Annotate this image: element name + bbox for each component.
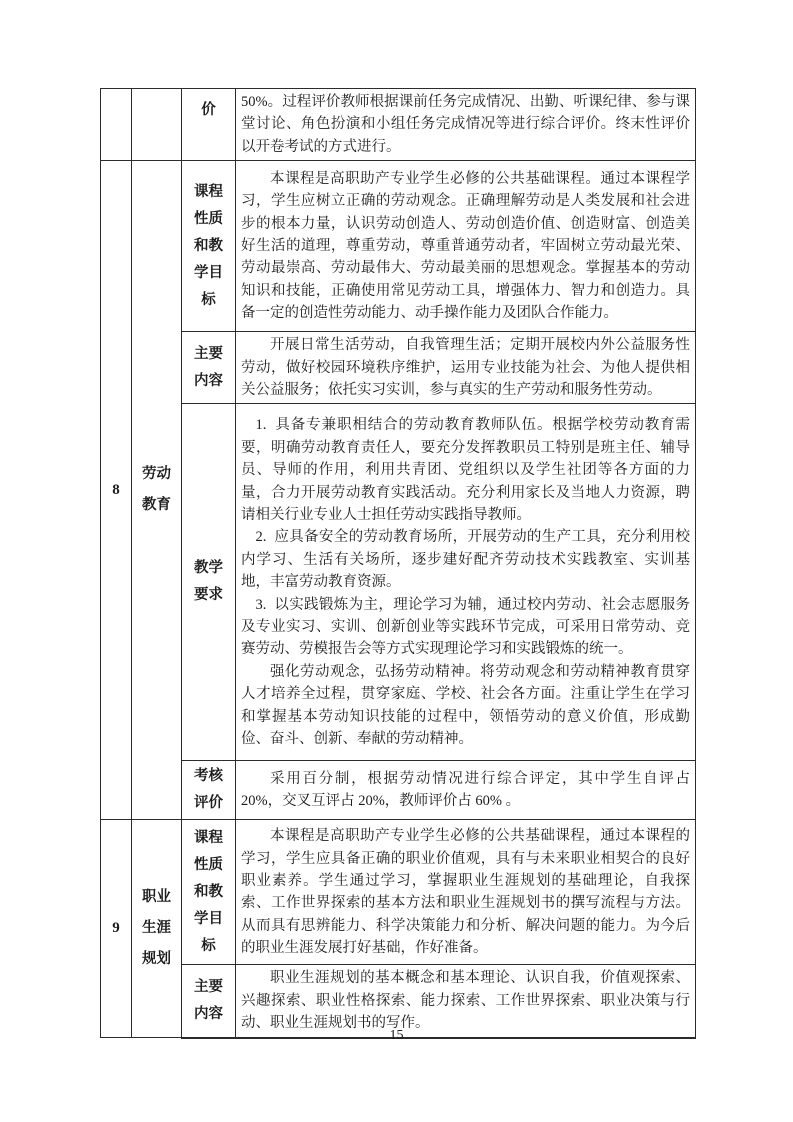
table-row — [101, 820, 696, 965]
paragraph: 职业生涯规划的基本概念和基本理论、认识自我，价值观探索、兴趣探索、职业性格探索、能力探索、工作世界探索、职业决策与行动、职业生涯规划书的写作。 — [241, 970, 690, 1032]
row-label: 教学要求 — [182, 404, 236, 761]
paragraph: 50%。过程评价教师根据课前任务完成情况、出勤、听课纪律、参与课堂讨论、角色扮演和小组任务完成情况等进行综合评价。终末性评价以开卷考试的方式进行。 — [241, 94, 690, 155]
row-label: 考核评价 — [182, 761, 236, 820]
row-content — [236, 89, 696, 161]
paragraph: 开展日常生活劳动，自我管理生活；定期开展校内外公益服务性劳动，做好校园环境秩序维护，运用专业技能为社会、为他人提供相关公益服务；依托实习实训，参与真实的生产劳动和服务性劳动。 — [241, 337, 690, 399]
row-content — [236, 161, 696, 332]
paragraph: 3. 以实践锻炼为主，理论学习为辅，通过校内劳动、社会志愿服务及专业实习、实训、创新创业等实践环节完成，可采用日常劳动、竞赛劳动、劳模报告会等方式实现理论学习和实践锻炼的统一。 — [241, 596, 690, 658]
row-content — [236, 332, 696, 404]
section-number-cell-empty — [101, 89, 132, 161]
paragraph: 强化劳动观念，弘扬劳动精神。将劳动观念和劳动精神教育贯穿人才培养全过程，贯穿家庭、学校、社会各方面。注重让学生在学习和掌握基本劳动知识技能的过程中，领悟劳动的意义价值，形成勤俭、奋斗、创新、奉献的劳动精神。 — [241, 663, 690, 748]
row-label: 价 — [182, 89, 236, 161]
row-label: 课程性质和教学目标 — [182, 161, 236, 332]
row-content — [236, 820, 696, 965]
paragraph: 1. 具备专兼职相结合的劳动教育教师队伍。根据学校劳动教育需要，明确劳动教育责任人，要充分发挥教职员工特别是班主任、辅导员、导师的作用，利用共青团、党组织以及学生社团等各方面的力量，合力开展劳动教育实践活动。充分利用家长及当地人力资源，聘请相关行业专业人士担任劳动实践指导教师。 — [241, 417, 690, 524]
row-content — [236, 965, 696, 1038]
table-row — [101, 332, 696, 404]
table-row-continuation — [101, 89, 696, 161]
page-number: 15 — [389, 1028, 404, 1043]
paragraph: 本课程是高职助产专业学生必修的公共基础课程。通过本课程学习，学生应树立正确的劳动观念。正确理解劳动是人类发展和社会进步的根本力量，认识劳动创造人、劳动创造价值、创造财富、创造美好生活的道理，尊重劳动，尊重普通劳动者，牢固树立劳动最光荣、劳动最崇高、劳动最伟大、劳动最美丽的思想观念。掌握基本的劳动知识和技能，正确使用常见劳动工具，增强体力、智力和创造力。具备一定的创造性劳动能力、动手操作能力及团队合作能力。 — [241, 170, 690, 322]
table-row — [101, 161, 696, 332]
paragraph: 本课程是高职助产专业学生必修的公共基础课程，通过本课程的学习，学生应具备正确的职业价值观，具有与未来职业相契合的良好职业素养。学生通过学习，掌握职业生涯规划的基础理论，自我探索、工作世界探索的基本方法和职业生涯规划书的撰写流程与方法。从而具有思辨能力、科学决策能力和分析、解决问题的能力。为今后的职业生涯发展打好基础，作好准备。 — [241, 828, 690, 957]
table-row — [101, 404, 696, 761]
row-content — [236, 761, 696, 820]
paragraph: 2. 应具备安全的劳动教育场所，开展劳动的生产工具，充分利用校内学习、生活有关场所，逐步建好配齐劳动技术实践教室、实训基地，丰富劳动教育资源。 — [241, 529, 690, 591]
course-name: 职业生涯规划 — [132, 820, 182, 1038]
row-label: 课程性质和教学目标 — [182, 820, 236, 965]
row-label: 主要内容 — [182, 332, 236, 404]
course-name-cell-empty — [132, 89, 182, 161]
table-row — [101, 761, 696, 820]
paragraph: 采用百分制，根据劳动情况进行综合评定，其中学生自评占 20%，交叉互评占 20%，教师评价占 60% 。 — [241, 771, 690, 810]
course-name: 劳动教育 — [132, 161, 182, 820]
curriculum-table — [100, 88, 696, 1039]
section-number: 9 — [101, 820, 132, 1038]
table-row — [101, 965, 696, 1038]
row-content — [236, 404, 696, 761]
row-label: 主要内容 — [182, 965, 236, 1038]
section-number: 8 — [101, 161, 132, 820]
